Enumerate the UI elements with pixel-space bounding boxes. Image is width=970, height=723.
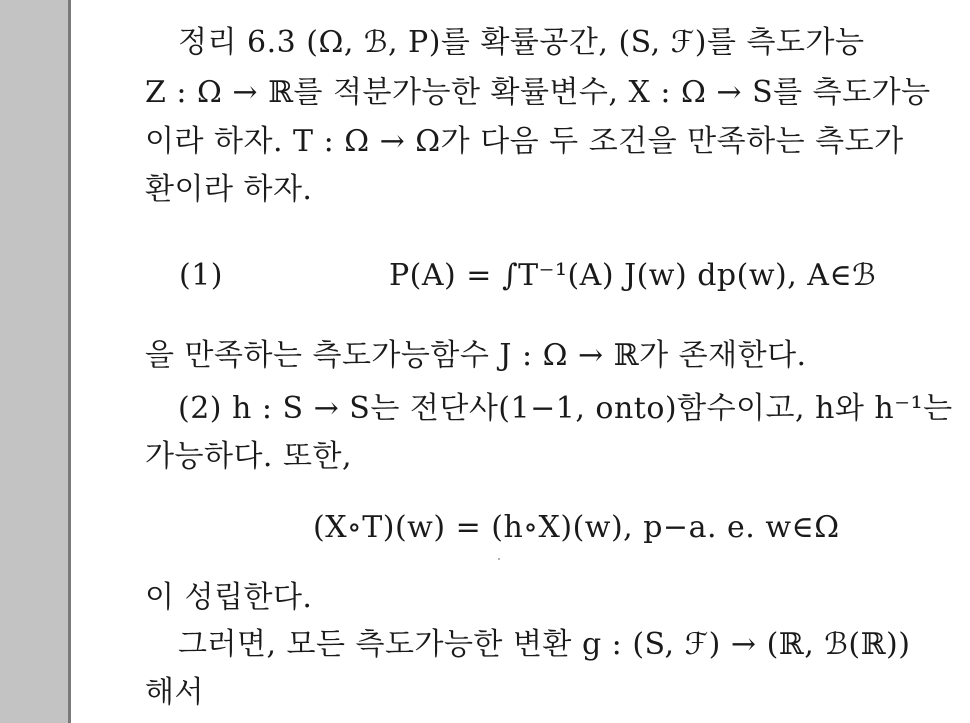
scan-speck bbox=[498, 558, 500, 560]
condition-1-formula: P(A) = ∫T⁻¹(A) J(w) dp(w), A∈ℬ bbox=[389, 258, 877, 293]
theorem-line-1: 정리 6.3 (Ω, ℬ, P)를 확률공간, (S, ℱ)를 측도가능 bbox=[178, 25, 865, 60]
condition-1-number: (1) bbox=[179, 258, 223, 293]
theorem-line-11: 그러면, 모든 측도가능한 변환 g : (S, ℱ) → (ℝ, ℬ(ℝ)) bbox=[178, 627, 911, 662]
theorem-line-2: Z : Ω → ℝ를 적분가능한 확률변수, X : Ω → S를 측도가능 bbox=[145, 75, 931, 110]
document-page bbox=[71, 0, 970, 723]
theorem-line-8: 가능하다. 또한, bbox=[145, 439, 352, 474]
condition-2-formula: (X∘T)(w) = (h∘X)(w), p−a. e. w∈Ω bbox=[313, 510, 840, 545]
theorem-line-12: 해서 bbox=[145, 675, 204, 710]
viewer-side-panel bbox=[0, 0, 71, 723]
theorem-line-4: 환이라 하자. bbox=[145, 172, 313, 207]
theorem-line-3: 이라 하자. T : Ω → Ω가 다음 두 조건을 만족하는 측도가 bbox=[145, 124, 904, 159]
theorem-line-10: 이 성립한다. bbox=[145, 580, 313, 615]
theorem-line-6: 을 만족하는 측도가능함수 J : Ω → ℝ가 존재한다. bbox=[145, 338, 807, 373]
theorem-line-7: (2) h : S → S는 전단사(1−1, onto)함수이고, h와 h⁻¹는 bbox=[178, 391, 953, 426]
